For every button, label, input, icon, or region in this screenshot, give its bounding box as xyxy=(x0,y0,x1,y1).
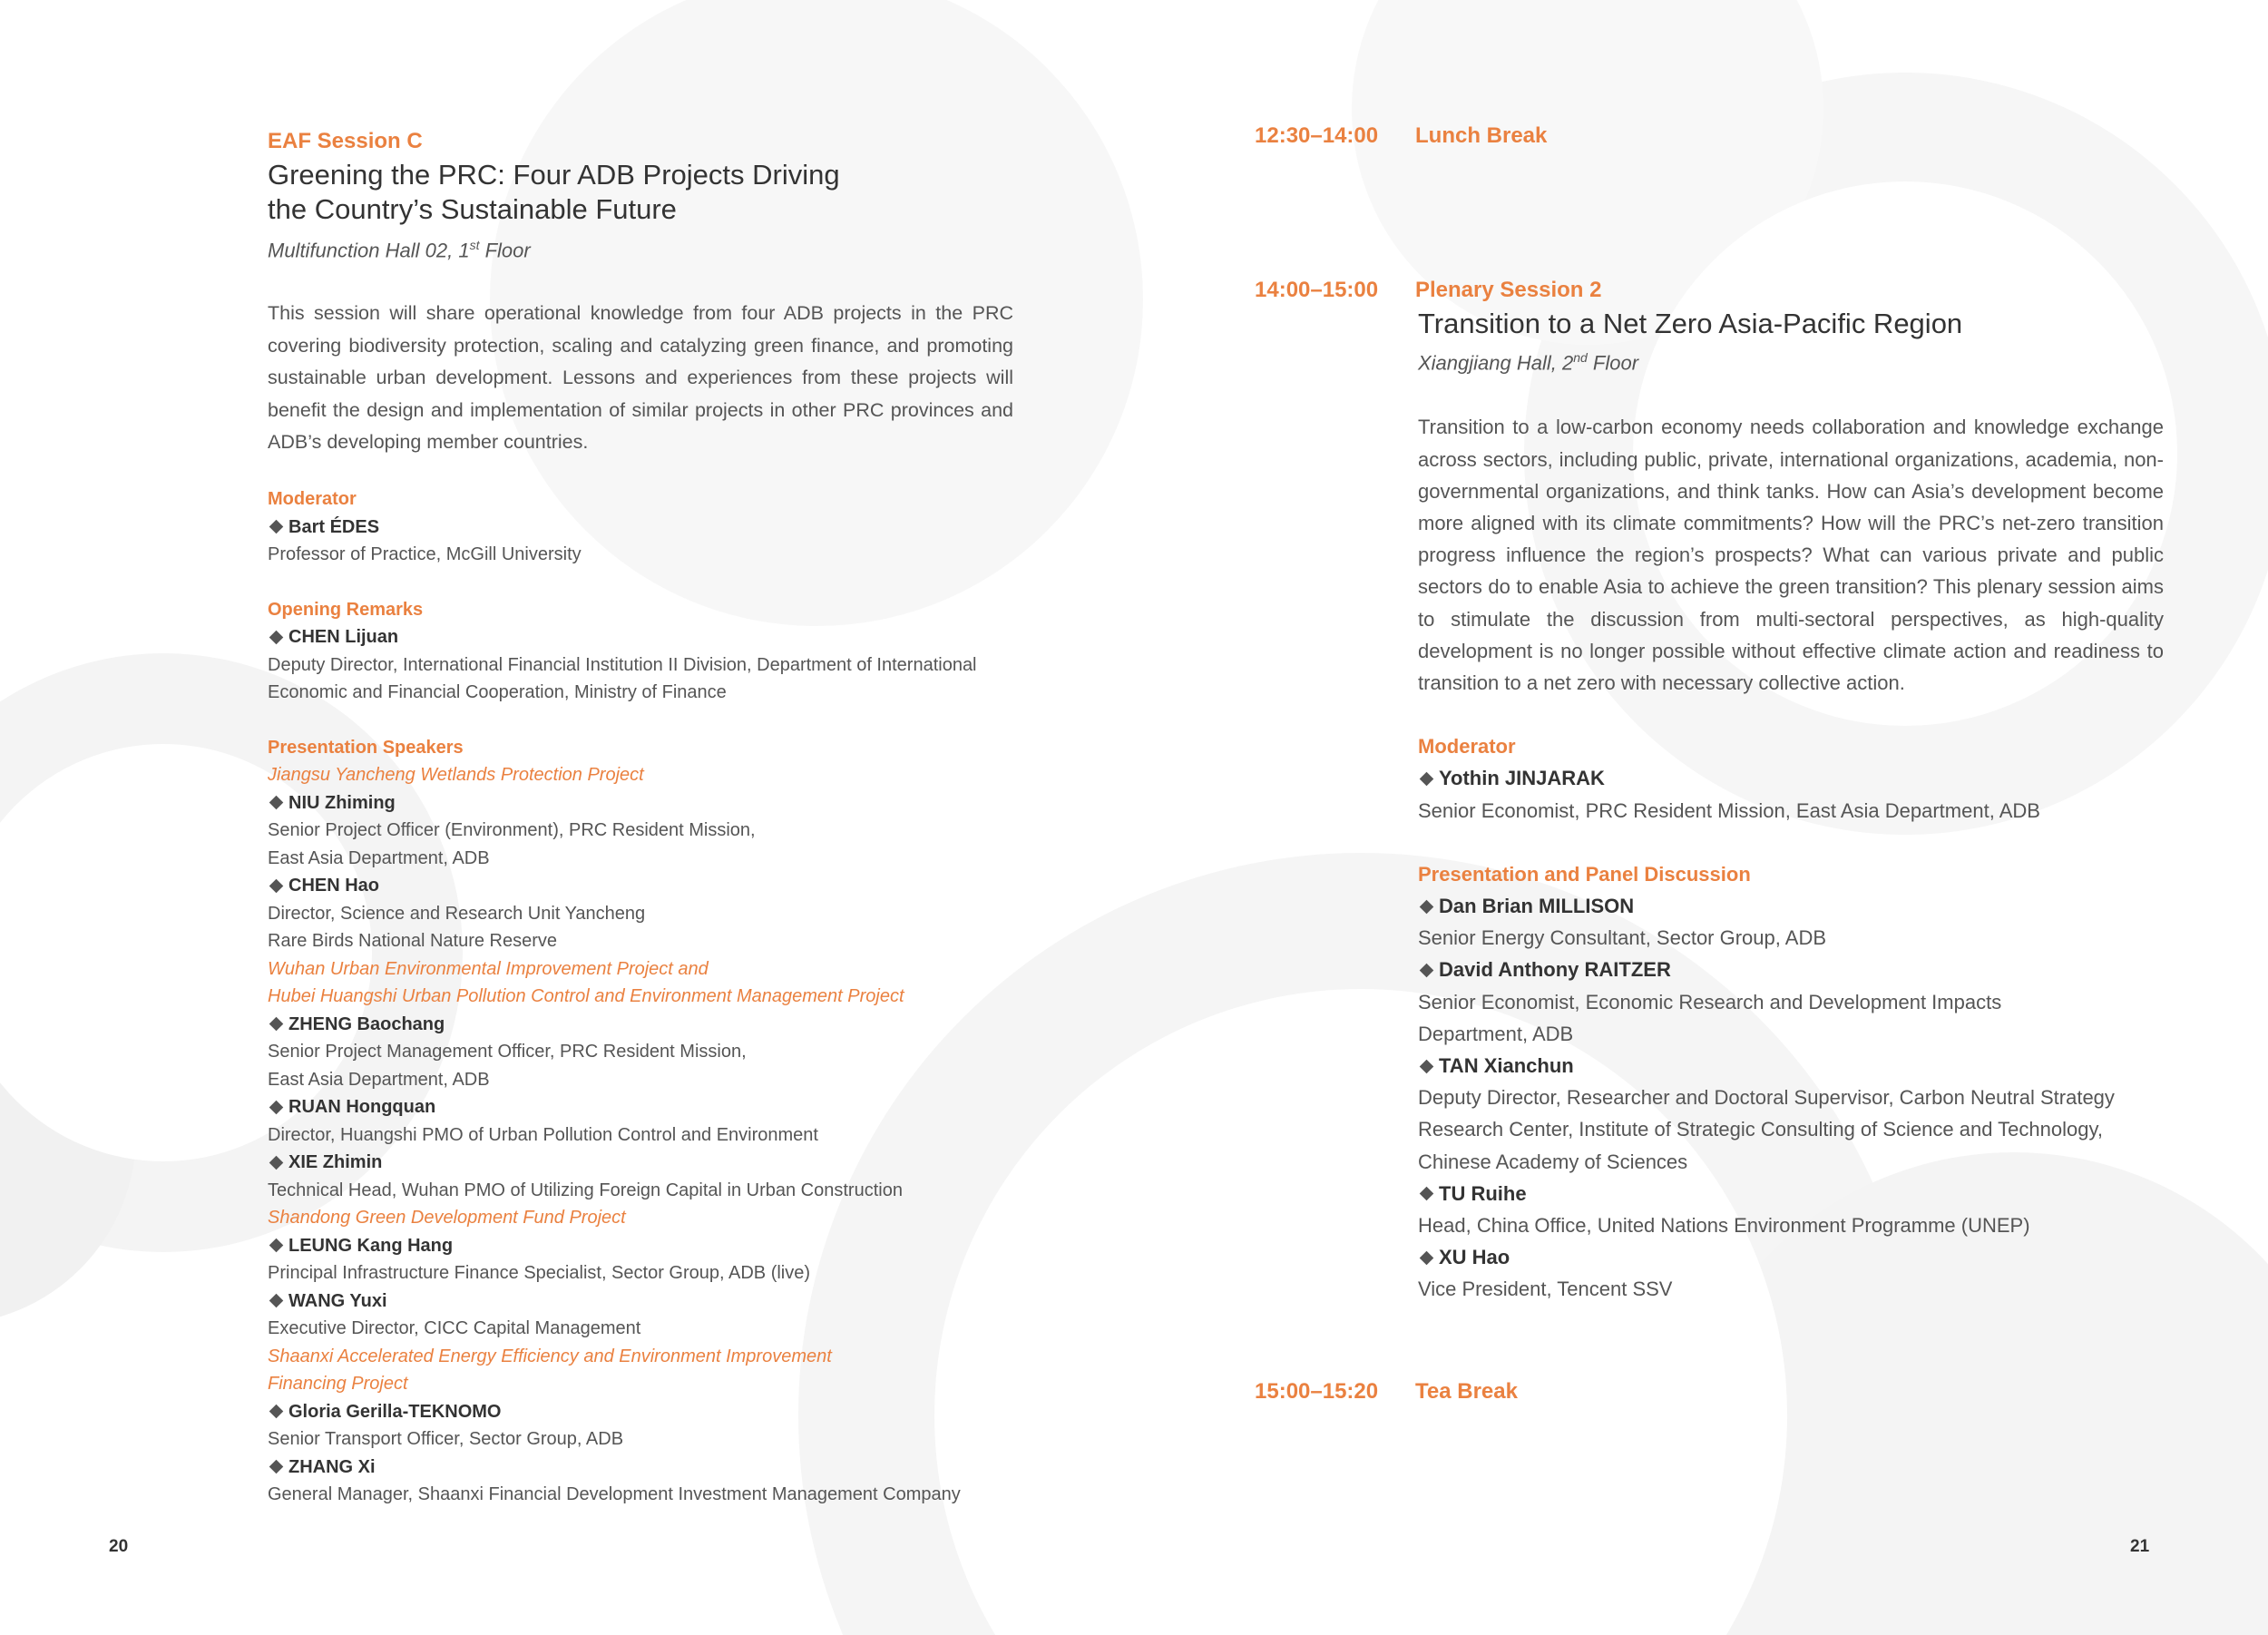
speaker-affiliation: East Asia Department, ADB xyxy=(268,847,490,868)
diamond-bullet-icon xyxy=(269,1460,284,1474)
speaker-name: CHEN Hao xyxy=(268,872,1021,900)
session-c-column xyxy=(268,125,1021,1509)
tea-time: 15:00–15:20 xyxy=(1255,1379,1379,1404)
speaker-affiliation: Rare Birds National Nature Reserve xyxy=(268,931,558,952)
panelist-affiliation: Head, China Office, United Nations Environment Programme (UNEP) xyxy=(1418,1214,2030,1237)
moderator-name: Yothin JINJARAK xyxy=(1418,762,2164,794)
project-block xyxy=(268,1343,1021,1509)
moderator-name: Bart ÉDES xyxy=(268,514,1021,542)
moderator-affiliation: Senior Economist, PRC Resident Mission, East Asia Department, ADB xyxy=(1418,798,2040,822)
venue-text: Multifunction Hall 02, 1 xyxy=(268,239,470,262)
diamond-bullet-icon xyxy=(1420,1059,1434,1073)
diamond-bullet-icon xyxy=(269,796,284,810)
speaker-name: NIU Zhiming xyxy=(268,789,1021,818)
venue-ordinal: st xyxy=(469,238,480,252)
speaker-name: Gloria Gerilla-TEKNOMO xyxy=(268,1398,1021,1426)
moderator-label: Moderator xyxy=(268,489,357,510)
session-label: EAF Session C xyxy=(268,129,423,153)
page-number-right: 21 xyxy=(2130,1537,2150,1556)
presentation-speakers-label: Presentation Speakers xyxy=(268,737,464,758)
panelist-affiliation: Senior Economist, Economic Research and Development Impacts xyxy=(1418,990,2002,1013)
panelist-name: TAN Xianchun xyxy=(1418,1050,2164,1082)
speaker-name: LEUNG Kang Hang xyxy=(268,1232,1021,1260)
project-block xyxy=(268,955,1021,1205)
speaker-name: RUAN Hongquan xyxy=(268,1093,1021,1121)
project-title: Shandong Green Development Fund Project xyxy=(268,1208,626,1229)
session-title xyxy=(268,158,1021,227)
panelist-affiliation: Vice President, Tencent SSV xyxy=(1418,1278,1673,1301)
diamond-bullet-icon xyxy=(269,520,284,534)
speaker-affiliation: Executive Director, CICC Capital Management xyxy=(268,1318,641,1339)
diamond-bullet-icon xyxy=(269,878,284,893)
opening-speaker-name: CHEN Lijuan xyxy=(268,623,1021,651)
diamond-bullet-icon xyxy=(269,1100,284,1114)
lunch-label: Lunch Break xyxy=(1415,123,1548,148)
opening-speaker-affiliation: Economic and Financial Cooperation, Ministry of Finance xyxy=(268,682,727,703)
diamond-bullet-icon xyxy=(269,1405,284,1419)
speaker-affiliation: Senior Transport Officer, Sector Group, ADB xyxy=(268,1429,624,1450)
plenary-column xyxy=(1418,306,2164,1306)
speaker-affiliation: Technical Head, Wuhan PMO of Utilizing Foreign Capital in Urban Construction xyxy=(268,1180,903,1200)
speaker-affiliation: Senior Project Officer (Environment), PRC Resident Mission, xyxy=(268,820,756,841)
opening-speaker-affiliation: Deputy Director, International Financial Institution II Division, Department of International xyxy=(268,654,977,675)
diamond-bullet-icon xyxy=(269,1294,284,1308)
panelist-affiliation: Department, ADB xyxy=(1418,1022,1574,1045)
project-title: Wuhan Urban Environmental Improvement Project and xyxy=(268,958,709,979)
project-block xyxy=(268,1204,1021,1343)
speaker-affiliation: East Asia Department, ADB xyxy=(268,1069,490,1090)
panelist-affiliation: Chinese Academy of Sciences xyxy=(1418,1150,1688,1173)
project-title: Shaanxi Accelerated Energy Efficiency and Environment Improvement xyxy=(268,1346,832,1366)
diamond-bullet-icon xyxy=(269,630,284,644)
session-description: This session will share operational knowledge from four ADB projects in the PRC covering biodiversity protection, scaling and catalyzing green finance, and promoting sustainable urban development. Lessons and experiences from these projects will benefit the design and implementation of similar projects in other PRC provinces and ADB’s developing member countries. xyxy=(268,302,1013,453)
project-title: Jiangsu Yancheng Wetlands Protection Project xyxy=(268,765,644,786)
panelist-name: TU Ruihe xyxy=(1418,1178,2164,1209)
plenary-description: Transition to a low-carbon economy needs collaboration and knowledge exchange across sectors, including public, private, international organizations, academia, non-governmental organizations, and think tanks. How can Asia’s development become more aligned with its climate commitments? How will the PRC’s net-zero transition progress influence the region’s prospects? What can various private and public sectors do to enable Asia to achieve the green transition? This plenary session aims to stimulate the discussion from multi-sectoral perspectives, as high-quality development is no longer possible without effective climate action and readiness to transition to a net zero with necessary collective action. xyxy=(1418,416,2164,694)
speaker-affiliation: Senior Project Management Officer, PRC Resident Mission, xyxy=(268,1042,747,1062)
panelist-affiliation: Research Center, Institute of Strategic Consulting of Science and Technology, xyxy=(1418,1118,2103,1141)
speaker-affiliation: Principal Infrastructure Finance Specialist, Sector Group, ADB (live) xyxy=(268,1263,811,1284)
page-number-left: 20 xyxy=(109,1537,129,1556)
speaker-name: ZHENG Baochang xyxy=(268,1011,1021,1039)
plenary-title: Transition to a Net Zero Asia-Pacific Region xyxy=(1418,308,1963,339)
tea-label: Tea Break xyxy=(1415,1379,1518,1404)
venue-ordinal: nd xyxy=(1573,350,1588,365)
session-venue xyxy=(268,230,1021,265)
speaker-name: XIE Zhimin xyxy=(268,1149,1021,1177)
panelist-name: Dan Brian MILLISON xyxy=(1418,890,2164,922)
panelist-name: XU Hao xyxy=(1418,1241,2164,1273)
opening-remarks-label: Opening Remarks xyxy=(268,599,424,620)
plenary-label: Plenary Session 2 xyxy=(1415,278,1602,302)
project-title: Financing Project xyxy=(268,1374,408,1395)
panelist-name: David Anthony RAITZER xyxy=(1418,954,2164,985)
plenary-venue xyxy=(1418,342,2164,378)
speaker-affiliation: Director, Huangshi PMO of Urban Pollution Control and Environment xyxy=(268,1124,818,1145)
plenary-time: 14:00–15:00 xyxy=(1255,278,1379,302)
venue-floor: Floor xyxy=(1587,351,1639,375)
diamond-bullet-icon xyxy=(1420,1187,1434,1201)
diamond-bullet-icon xyxy=(269,1017,284,1032)
project-title: Hubei Huangshi Urban Pollution Control and Environment Management Project xyxy=(268,986,904,1007)
diamond-bullet-icon xyxy=(1420,772,1434,787)
moderator-affiliation: Professor of Practice, McGill University xyxy=(268,544,582,565)
diamond-bullet-icon xyxy=(269,1238,284,1253)
venue-text: Xiangjiang Hall, 2 xyxy=(1418,351,1574,375)
project-block xyxy=(268,761,1021,955)
speaker-affiliation: General Manager, Shaanxi Financial Development Investment Management Company xyxy=(268,1484,961,1505)
diamond-bullet-icon xyxy=(1420,964,1434,978)
speaker-name: ZHANG Xi xyxy=(268,1454,1021,1482)
session-title-line-2: the Country’s Sustainable Future xyxy=(268,193,677,225)
diamond-bullet-icon xyxy=(1420,899,1434,914)
session-title-line-1: Greening the PRC: Four ADB Projects Driving xyxy=(268,159,840,191)
panel-label: Presentation and Panel Discussion xyxy=(1418,862,1751,886)
moderator-label: Moderator xyxy=(1418,735,1516,759)
panelist-affiliation: Deputy Director, Researcher and Doctoral Supervisor, Carbon Neutral Strategy xyxy=(1418,1086,2115,1110)
diamond-bullet-icon xyxy=(269,1155,284,1170)
venue-floor: Floor xyxy=(479,239,531,262)
lunch-time: 12:30–14:00 xyxy=(1255,123,1379,148)
speaker-affiliation: Director, Science and Research Unit Yancheng xyxy=(268,903,646,924)
speaker-name: WANG Yuxi xyxy=(268,1287,1021,1316)
diamond-bullet-icon xyxy=(1420,1251,1434,1266)
panelist-affiliation: Senior Energy Consultant, Sector Group, ADB xyxy=(1418,926,1827,950)
